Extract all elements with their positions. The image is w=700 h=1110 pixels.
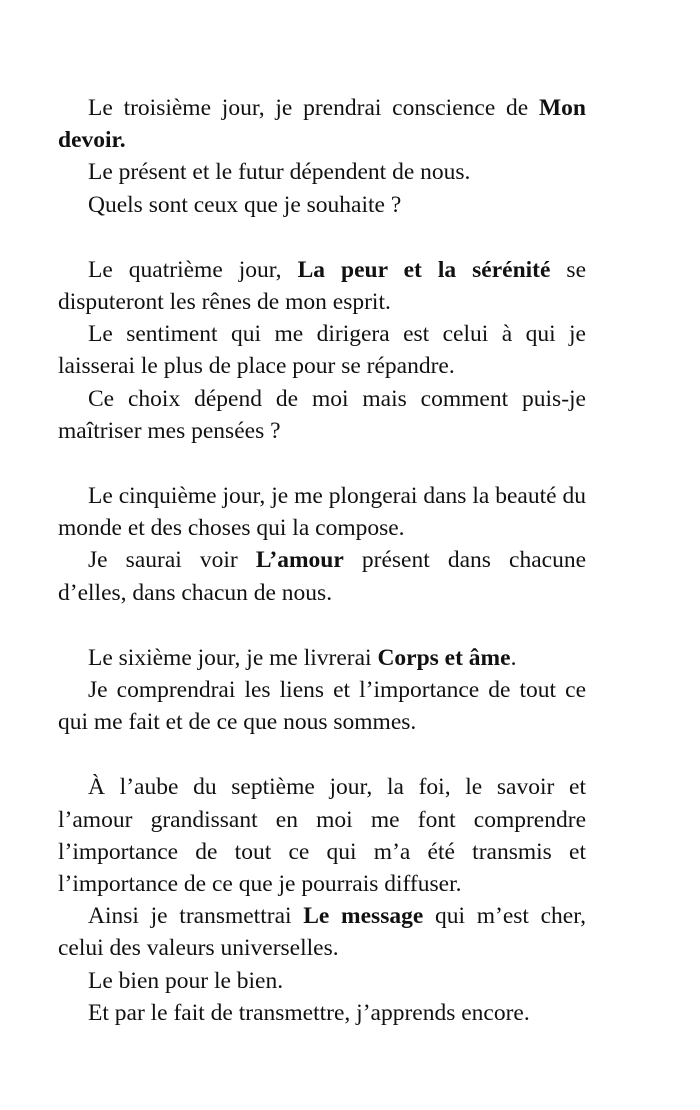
day7-text-intro: Ainsi je transmettrai — [88, 903, 304, 930]
page-body — [58, 92, 586, 1029]
day6-paragraph-1 — [58, 642, 586, 674]
day3-text-intro: Le troisième jour, je prendrai conscience de — [88, 95, 539, 121]
day4-paragraph-2: Le sentiment qui me dirigera est celui à qui je laisserai le plus de place pour se répandre. — [58, 321, 586, 380]
day3-paragraph-2: Le présent et le futur dépendent de nous. — [88, 159, 471, 186]
day7-bold-title: Le message — [303, 903, 424, 930]
day5-paragraph-2 — [58, 544, 586, 608]
day5-bold-title: L’amour — [255, 547, 344, 574]
day7-paragraph-4: Et par le fait de transmettre, j’apprends encore. — [88, 999, 530, 1026]
day7-paragraph-1: À l’aube du septième jour, la foi, le savoir et l’amour grandissant en moi me font comprendre l’importance de tout ce qui m’a été transmis et l’importance de ce que je pourrais diffuser. — [58, 774, 586, 898]
day7-paragraph-2 — [58, 900, 586, 964]
day6-paragraph-2: Je comprendrai les liens et l’importance de tout ce qui me fait et de ce que nous sommes. — [58, 677, 586, 736]
day3-paragraph-1 — [58, 92, 586, 156]
day5-paragraph-1: Le cinquième jour, je me plongerai dans la beauté du monde et des choses qui la compose. — [58, 483, 586, 542]
day5-text-rest: présent dans chacune d’elles, dans chacun de nous. — [58, 547, 586, 606]
day4-bold-title: La peur et la sérénité — [297, 256, 551, 283]
day5-text-intro: Je saurai voir — [88, 547, 256, 574]
section-gap — [58, 221, 586, 254]
day6-text-rest: . — [510, 644, 517, 671]
section-gap — [58, 609, 586, 642]
day4-paragraph-3: Ce choix dépend de moi mais comment puis-je maîtriser mes pensées ? — [58, 385, 586, 444]
day4-text-rest: se disputeront les rênes de mon esprit. — [58, 256, 587, 316]
section-gap — [58, 738, 586, 771]
day6-text-intro: Le sixième jour, je me livrerai — [88, 644, 378, 671]
day3-bold-title: Mon devoir. — [58, 95, 586, 154]
day4-paragraph-1 — [58, 254, 586, 318]
day3-paragraph-3: Quels sont ceux que je souhaite ? — [88, 191, 402, 218]
day4-text-intro: Le quatrième jour, — [88, 256, 298, 283]
day7-paragraph-3: Le bien pour le bien. — [88, 967, 284, 994]
day6-bold-title: Corps et âme — [377, 644, 511, 671]
section-gap — [58, 447, 586, 480]
day7-text-rest: qui m’est cher, celui des valeurs universelles. — [58, 903, 586, 962]
